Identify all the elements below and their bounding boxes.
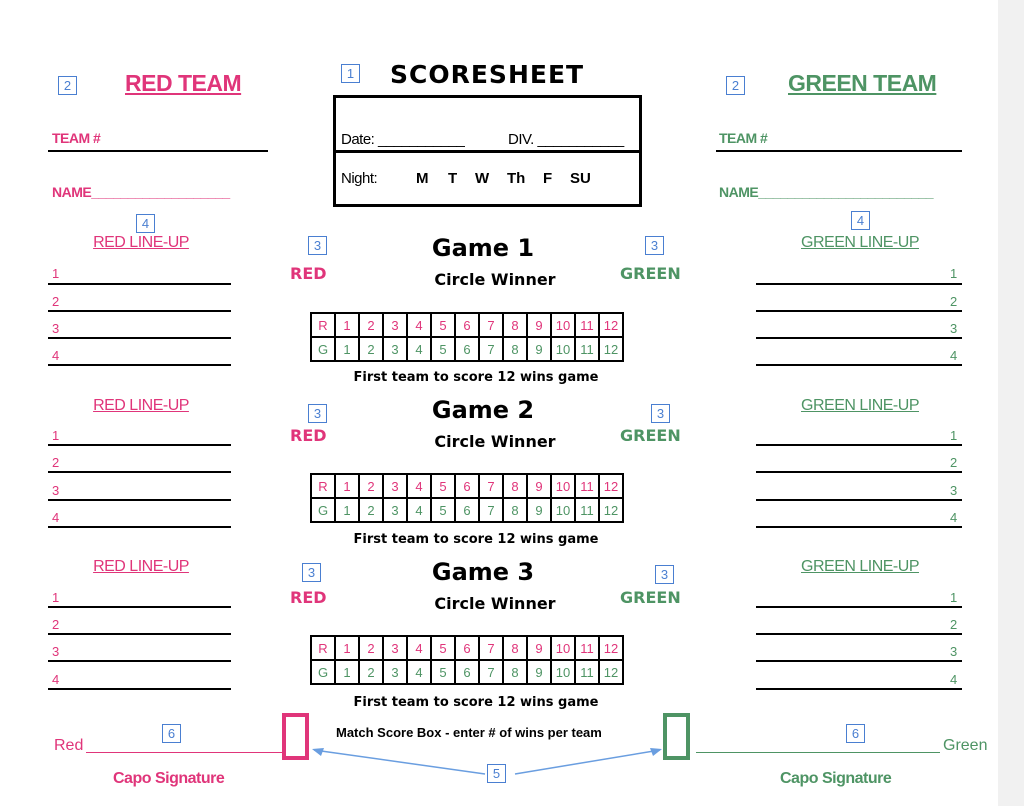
night-day-sunday[interactable]: SU <box>570 170 591 187</box>
green-score-row <box>311 660 623 684</box>
score-cell[interactable]: 4 <box>407 660 431 684</box>
row-prefix: R <box>311 474 335 498</box>
game2-green-badge: 3 <box>651 404 670 423</box>
red-score-row <box>311 313 623 337</box>
red-lineup-badge: 4 <box>136 214 155 233</box>
red-team-number-line[interactable] <box>48 150 268 152</box>
green-lineup-line[interactable] <box>756 471 962 473</box>
score-cell[interactable]: 1 <box>335 337 359 361</box>
game3-title: Game 3 <box>431 558 535 586</box>
green-signature-badge: 6 <box>846 724 865 743</box>
green-lineup-number: 1 <box>950 266 958 281</box>
red-lineup-line[interactable] <box>48 606 231 608</box>
green-signature-line[interactable] <box>696 752 940 753</box>
night-day-wednesday[interactable]: W <box>475 170 490 187</box>
green-lineup-title: GREEN LINE-UP <box>801 397 919 414</box>
score-cell[interactable]: 12 <box>599 498 623 522</box>
green-lineup-line[interactable] <box>756 633 962 635</box>
score-cell[interactable]: 7 <box>479 498 503 522</box>
score-cell[interactable]: 10 <box>551 636 575 660</box>
green-lineup-number: 2 <box>950 455 958 470</box>
red-lineup-title: RED LINE-UP <box>93 397 189 414</box>
score-cell[interactable]: 3 <box>383 313 407 337</box>
red-lineup-number: 2 <box>52 294 60 309</box>
red-signature-badge: 6 <box>162 724 181 743</box>
game2-circle-winner: Circle Winner <box>434 432 556 451</box>
game2-score-grid <box>310 473 624 523</box>
green-score-row <box>311 337 623 361</box>
score-cell[interactable]: 2 <box>359 474 383 498</box>
score-cell[interactable]: 5 <box>431 474 455 498</box>
green-signature-suffix: Green <box>943 737 988 754</box>
score-cell[interactable]: 6 <box>455 337 479 361</box>
red-lineup-line[interactable] <box>48 688 231 690</box>
game2-rule-note: First team to score 12 wins game <box>353 532 599 547</box>
red-lineup-line[interactable] <box>48 364 231 366</box>
score-cell[interactable]: 6 <box>455 660 479 684</box>
scrollbar[interactable] <box>998 0 1024 806</box>
score-cell[interactable]: 8 <box>503 660 527 684</box>
game3-red-badge: 3 <box>302 563 321 582</box>
score-cell[interactable]: 2 <box>359 498 383 522</box>
red-lineup-line[interactable] <box>48 499 231 501</box>
green-lineup-line[interactable] <box>756 444 962 446</box>
score-cell[interactable]: 12 <box>599 660 623 684</box>
score-cell[interactable]: 12 <box>599 337 623 361</box>
score-cell[interactable]: 4 <box>407 636 431 660</box>
red-lineup-title: RED LINE-UP <box>93 558 189 575</box>
score-cell[interactable]: 7 <box>479 660 503 684</box>
score-cell[interactable]: 1 <box>335 636 359 660</box>
score-cell[interactable]: 10 <box>551 313 575 337</box>
game2-green-label[interactable]: GREEN <box>620 426 681 445</box>
green-lineup-badge: 4 <box>851 211 870 230</box>
red-lineup-line[interactable] <box>48 283 231 285</box>
red-lineup-number: 3 <box>52 644 60 659</box>
green-lineup-line[interactable] <box>756 499 962 501</box>
red-lineup-line[interactable] <box>48 444 231 446</box>
score-cell[interactable]: 3 <box>383 498 407 522</box>
red-lineup-line[interactable] <box>48 660 231 662</box>
date-night-box <box>333 95 642 207</box>
red-score-row <box>311 636 623 660</box>
red-lineup-number: 1 <box>52 266 60 281</box>
score-cell[interactable]: 7 <box>479 474 503 498</box>
score-cell[interactable]: 8 <box>503 636 527 660</box>
red-lineup-number: 4 <box>52 672 60 687</box>
score-cell[interactable]: 3 <box>383 474 407 498</box>
green-lineup-line[interactable] <box>756 606 962 608</box>
green-signature-label: Capo Signature <box>780 770 892 787</box>
score-cell[interactable]: 6 <box>455 313 479 337</box>
score-cell[interactable]: 10 <box>551 337 575 361</box>
red-lineup-title: RED LINE-UP <box>93 234 189 251</box>
green-lineup-line[interactable] <box>756 660 962 662</box>
score-cell[interactable]: 11 <box>575 474 599 498</box>
row-prefix: R <box>311 313 335 337</box>
green-lineup-line[interactable] <box>756 688 962 690</box>
score-cell[interactable]: 3 <box>383 636 407 660</box>
game1-rule-note: First team to score 12 wins game <box>353 370 599 385</box>
score-cell[interactable]: 4 <box>407 337 431 361</box>
green-lineup-number: 3 <box>950 321 958 336</box>
score-cell[interactable]: 9 <box>527 313 551 337</box>
red-signature-line[interactable] <box>86 752 282 753</box>
score-cell[interactable]: 8 <box>503 337 527 361</box>
game1-red-label[interactable]: RED <box>290 264 327 283</box>
green-lineup-line[interactable] <box>756 310 962 312</box>
score-cell[interactable]: 7 <box>479 636 503 660</box>
green-team-badge: 2 <box>726 76 745 95</box>
night-day-tuesday[interactable]: T <box>448 170 458 187</box>
green-score-row <box>311 498 623 522</box>
score-cell[interactable]: 8 <box>503 498 527 522</box>
green-lineup-line[interactable] <box>756 526 962 528</box>
page-title: SCORESHEET <box>390 60 585 89</box>
game1-green-label[interactable]: GREEN <box>620 264 681 283</box>
green-team-number-label: TEAM # <box>719 130 768 146</box>
green-lineup-number: 1 <box>950 590 958 605</box>
red-lineup-number: 3 <box>52 483 60 498</box>
score-cell[interactable]: 12 <box>599 474 623 498</box>
score-cell[interactable]: 9 <box>527 337 551 361</box>
score-cell[interactable]: 9 <box>527 660 551 684</box>
green-lineup-number: 1 <box>950 428 958 443</box>
score-cell[interactable]: 1 <box>335 313 359 337</box>
green-lineup-number: 4 <box>950 510 958 525</box>
date-field[interactable]: Date: ___________ <box>341 131 465 148</box>
red-lineup-number: 1 <box>52 428 60 443</box>
green-lineup-number: 4 <box>950 348 958 363</box>
score-cell[interactable]: 1 <box>335 474 359 498</box>
score-cell[interactable]: 4 <box>407 474 431 498</box>
row-prefix: R <box>311 636 335 660</box>
red-lineup-line[interactable] <box>48 337 231 339</box>
score-cell[interactable]: 5 <box>431 337 455 361</box>
match-score-box-label: Match Score Box - enter # of wins per team <box>336 725 602 740</box>
score-cell[interactable]: 6 <box>455 498 479 522</box>
red-signature-prefix: Red <box>54 737 84 754</box>
score-cell[interactable]: 2 <box>359 313 383 337</box>
game2-red-label[interactable]: RED <box>290 426 327 445</box>
score-cell[interactable]: 12 <box>599 313 623 337</box>
score-cell[interactable]: 7 <box>479 337 503 361</box>
green-lineup-line[interactable] <box>756 337 962 339</box>
game1-title: Game 1 <box>431 234 535 262</box>
red-lineup-number: 2 <box>52 617 60 632</box>
green-lineup-number: 2 <box>950 294 958 309</box>
score-cell[interactable]: 5 <box>431 660 455 684</box>
green-lineup-title: GREEN LINE-UP <box>801 234 919 251</box>
score-cell[interactable]: 1 <box>335 660 359 684</box>
score-cell[interactable]: 5 <box>431 313 455 337</box>
red-lineup-line[interactable] <box>48 471 231 473</box>
red-score-row <box>311 474 623 498</box>
night-day-thursday[interactable]: Th <box>507 170 526 187</box>
game1-circle-winner: Circle Winner <box>434 270 556 289</box>
red-signature-label: Capo Signature <box>113 770 225 787</box>
score-cell[interactable]: 4 <box>407 498 431 522</box>
score-cell[interactable]: 10 <box>551 498 575 522</box>
green-name-field[interactable]: NAME________________________ <box>719 184 934 200</box>
score-cell[interactable]: 11 <box>575 313 599 337</box>
red-name-field[interactable]: NAME___________________ <box>52 184 230 200</box>
green-lineup-number: 3 <box>950 644 958 659</box>
score-cell[interactable]: 7 <box>479 313 503 337</box>
score-cell[interactable]: 11 <box>575 498 599 522</box>
red-lineup-line[interactable] <box>48 633 231 635</box>
score-cell[interactable]: 8 <box>503 474 527 498</box>
score-cell[interactable]: 12 <box>599 636 623 660</box>
green-team-title: GREEN TEAM <box>788 70 937 96</box>
score-cell[interactable]: 1 <box>335 498 359 522</box>
green-lineup-number: 3 <box>950 483 958 498</box>
game3-circle-winner: Circle Winner <box>434 594 556 613</box>
game3-green-badge: 3 <box>655 565 674 584</box>
red-lineup-line[interactable] <box>48 310 231 312</box>
score-cell[interactable]: 5 <box>431 636 455 660</box>
red-team-title: RED TEAM <box>125 70 242 96</box>
score-cell[interactable]: 6 <box>455 636 479 660</box>
title-badge: 1 <box>341 64 360 83</box>
div-field[interactable]: DIV. ___________ <box>508 131 624 148</box>
score-cell[interactable]: 10 <box>551 660 575 684</box>
game1-green-badge: 3 <box>645 236 664 255</box>
game1-red-badge: 3 <box>308 236 327 255</box>
score-cell[interactable]: 5 <box>431 498 455 522</box>
row-prefix: G <box>311 498 335 522</box>
score-cell[interactable]: 9 <box>527 498 551 522</box>
score-cell[interactable]: 9 <box>527 474 551 498</box>
score-cell[interactable]: 6 <box>455 474 479 498</box>
score-cell[interactable]: 11 <box>575 337 599 361</box>
game2-red-badge: 3 <box>308 404 327 423</box>
score-cell[interactable]: 11 <box>575 660 599 684</box>
row-prefix: G <box>311 660 335 684</box>
score-cell[interactable]: 8 <box>503 313 527 337</box>
night-day-monday[interactable]: M <box>416 170 429 187</box>
green-team-number-line[interactable] <box>716 150 962 152</box>
green-lineup-number: 2 <box>950 617 958 632</box>
match-score-arrows <box>300 740 680 790</box>
score-cell[interactable]: 3 <box>383 337 407 361</box>
green-lineup-line[interactable] <box>756 364 962 366</box>
night-label: Night: <box>341 170 378 187</box>
row-prefix: G <box>311 337 335 361</box>
red-lineup-number: 3 <box>52 321 60 336</box>
game1-score-grid <box>310 312 624 362</box>
red-team-number-label: TEAM # <box>52 130 101 146</box>
score-cell[interactable]: 9 <box>527 636 551 660</box>
green-match-score-box[interactable] <box>663 713 690 760</box>
game3-green-label[interactable]: GREEN <box>620 588 681 607</box>
score-cell[interactable]: 2 <box>359 636 383 660</box>
green-lineup-title: GREEN LINE-UP <box>801 558 919 575</box>
score-cell[interactable]: 2 <box>359 660 383 684</box>
score-cell[interactable]: 2 <box>359 337 383 361</box>
game3-score-grid <box>310 635 624 685</box>
red-team-badge: 2 <box>58 76 77 95</box>
red-lineup-number: 4 <box>52 348 60 363</box>
green-lineup-line[interactable] <box>756 283 962 285</box>
score-cell[interactable]: 11 <box>575 636 599 660</box>
game2-title: Game 2 <box>431 396 535 424</box>
score-cell[interactable]: 10 <box>551 474 575 498</box>
green-lineup-number: 4 <box>950 672 958 687</box>
match-score-badge: 5 <box>487 764 506 783</box>
red-lineup-line[interactable] <box>48 526 231 528</box>
score-cell[interactable]: 4 <box>407 313 431 337</box>
red-lineup-number: 4 <box>52 510 60 525</box>
red-lineup-number: 2 <box>52 455 60 470</box>
red-lineup-number: 1 <box>52 590 60 605</box>
night-day-friday[interactable]: F <box>543 170 553 187</box>
game3-rule-note: First team to score 12 wins game <box>353 695 599 710</box>
game3-red-label[interactable]: RED <box>290 588 327 607</box>
score-cell[interactable]: 3 <box>383 660 407 684</box>
